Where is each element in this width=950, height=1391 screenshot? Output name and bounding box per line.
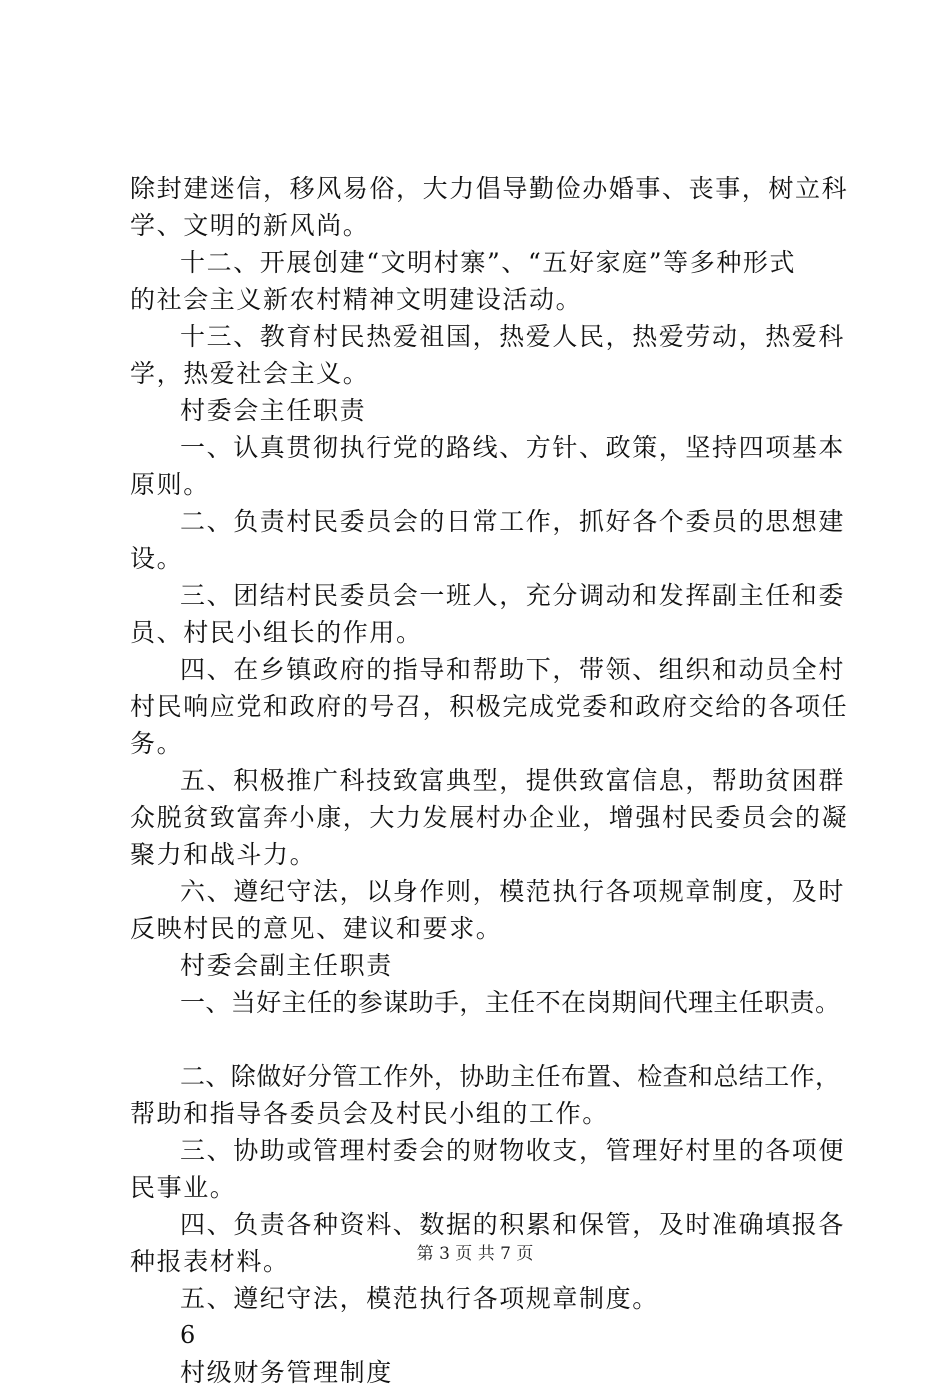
section-heading: 村委会主任职责: [180, 396, 367, 425]
paragraph-line: 二、除做好分管工作外，协助主任布置、检查和总结工作，: [180, 1062, 841, 1091]
paragraph-line: 学，热爱社会主义。: [130, 359, 370, 388]
paragraph-line: 除封建迷信，移风易俗，大力倡导勤俭办婚事、丧事，树立科: [130, 174, 849, 203]
paragraph-line: 五、积极推广科技致富典型，提供致富信息，帮助贫困群: [180, 766, 846, 795]
inline-page-number: 6: [180, 1321, 197, 1349]
document-body: [130, 170, 850, 1391]
paragraph-line: 十三、教育村民热爱祖国，热爱人民，热爱劳动，热爱科: [180, 322, 846, 351]
section-heading: 村委会副主任职责: [180, 951, 393, 980]
paragraph-line: 设。: [130, 544, 184, 573]
paragraph-line: 一、当好主任的参谋助手，主任不在岗期间代理主任职责。: [180, 988, 841, 1017]
paragraph-line: 务。: [130, 729, 184, 758]
paragraph-line: 学、文明的新风尚。: [130, 211, 370, 240]
paragraph-line: 三、协助或管理村委会的财物收支，管理好村里的各项便: [180, 1136, 846, 1165]
paragraph-line: 的社会主义新农村精神文明建设活动。: [130, 285, 583, 314]
paragraph-line: 原则。: [130, 470, 210, 499]
paragraph-line: 二、负责村民委员会的日常工作，抓好各个委员的思想建: [180, 507, 846, 536]
paragraph-line: 反映村民的意见、建议和要求。: [130, 914, 503, 943]
paragraph-line: 众脱贫致富奔小康，大力发展村办企业，增强村民委员会的凝: [130, 803, 849, 832]
paragraph-line: 村民响应党和政府的号召，积极完成党委和政府交给的各项任: [130, 692, 849, 721]
paragraph-line: 帮助和指导各委员会及村民小组的工作。: [130, 1099, 609, 1128]
paragraph-line: 种报表材料。: [130, 1247, 290, 1276]
paragraph-line: 员、村民小组长的作用。: [130, 618, 423, 647]
paragraph-line: 四、在乡镇政府的指导和帮助下，带领、组织和动员全村: [180, 655, 846, 684]
page-footer: 第 3 页 共 7 页: [416, 1244, 534, 1264]
paragraph-line: 四、负责各种资料、数据的积累和保管，及时准确填报各: [180, 1210, 846, 1239]
section-heading: 村级财务管理制度: [180, 1358, 393, 1387]
paragraph-line: 聚力和战斗力。: [130, 840, 317, 869]
paragraph-line: 民事业。: [130, 1173, 237, 1202]
paragraph-line: 一、认真贯彻执行党的路线、方针、政策，坚持四项基本: [180, 433, 846, 462]
paragraph-line: 十二、开展创建“文明村寨”、“五好家庭”等多种形式: [180, 248, 797, 277]
paragraph-line: 六、遵纪守法，以身作则，模范执行各项规章制度，及时: [180, 877, 846, 906]
paragraph-line: 五、遵纪守法，模范执行各项规章制度。: [180, 1284, 659, 1313]
paragraph-line: 三、团结村民委员会一班人，充分调动和发挥副主任和委: [180, 581, 846, 610]
blank-line: [130, 1021, 850, 1058]
